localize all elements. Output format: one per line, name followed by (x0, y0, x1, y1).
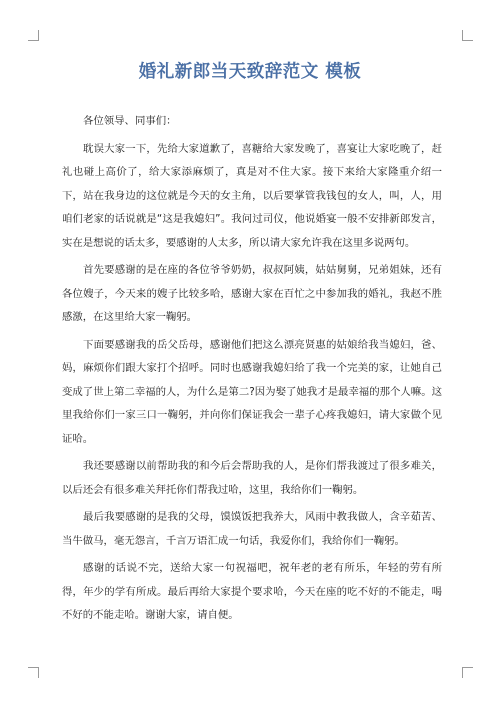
body-paragraph: 耽误大家一下，先给大家道歉了，喜糖给大家发晚了，喜宴让大家吃晚了，赶礼也碰上高价了，给大家添麻烦了，真是对不住大家。接下来给大家隆重介绍一下，站在我身边的这位就是今天的女主角，以后要掌管我钱包的女人，叫，人，用咱们老家的话说就是“这是我媳妇”。我问过司仪，他说婚宴一般不安排新郎发言，实在是想说的话太多，要感谢的人太多，所以请大家允许我在这里多说两句。 (62, 142, 442, 249)
body-paragraph: 首先要感谢的是在座的各位爷爷奶奶，叔叔阿姨，姑姑舅舅，兄弟姐妹，还有各位嫂子，今天来的嫂子比较多哈，感谢大家在百忙之中参加我的婚礼，我赵不胜感激，在这里给大家一鞠躬。 (62, 264, 442, 323)
salutation-paragraph: 各位领导、同事们： (83, 115, 177, 127)
body-paragraph: 最后我要感谢的是我的父母，馍馍饭把我养大，风雨中教我做人，含辛茹苦、当牛做马，毫无怨言，千言万语汇成一句话，我爱你们，我给你们一鞠躬。 (62, 511, 442, 547)
corner-mark-bottom-left (28, 667, 39, 678)
document-title: 婚礼新郎当天致辞范文 模板 (138, 62, 362, 82)
body-paragraph: 下面要感谢我的岳父岳母，感谢他们把这么漂亮贤惠的姑娘给我当媳妇，爸、妈，麻烦你们跟大家打个招呼。同时也感谢我媳妇给了我一个完美的家，让她自己变成了世上第二幸福的人，为什么是第二?因为娶了她我才是最幸福的那个人嘛。这里我给你们一家三口一鞠躬，并向你们保证我会一辈子心疼我媳妇，请大家做个见证哈。 (62, 338, 442, 445)
body-paragraph: 我还要感谢以前帮助我的和今后会帮助我的人，是你们帮我渡过了很多难关，以后还会有很多难关拜托你们帮我过哈，这里，我给你们一鞠躬。 (62, 460, 442, 496)
corner-mark-bottom-right (462, 667, 473, 678)
document-body (62, 110, 442, 628)
corner-mark-top-left (28, 30, 39, 41)
corner-mark-top-right (462, 30, 473, 41)
closing-paragraph: 感谢的话说不完，送给大家一句祝福吧，祝年老的老有所乐，年轻的劳有所得，年少的学有所成。最后再给大家提个要求哈，今天在座的吃不好的不能走，喝不好的不能走哈。谢谢大家，请自便。 (62, 562, 442, 621)
